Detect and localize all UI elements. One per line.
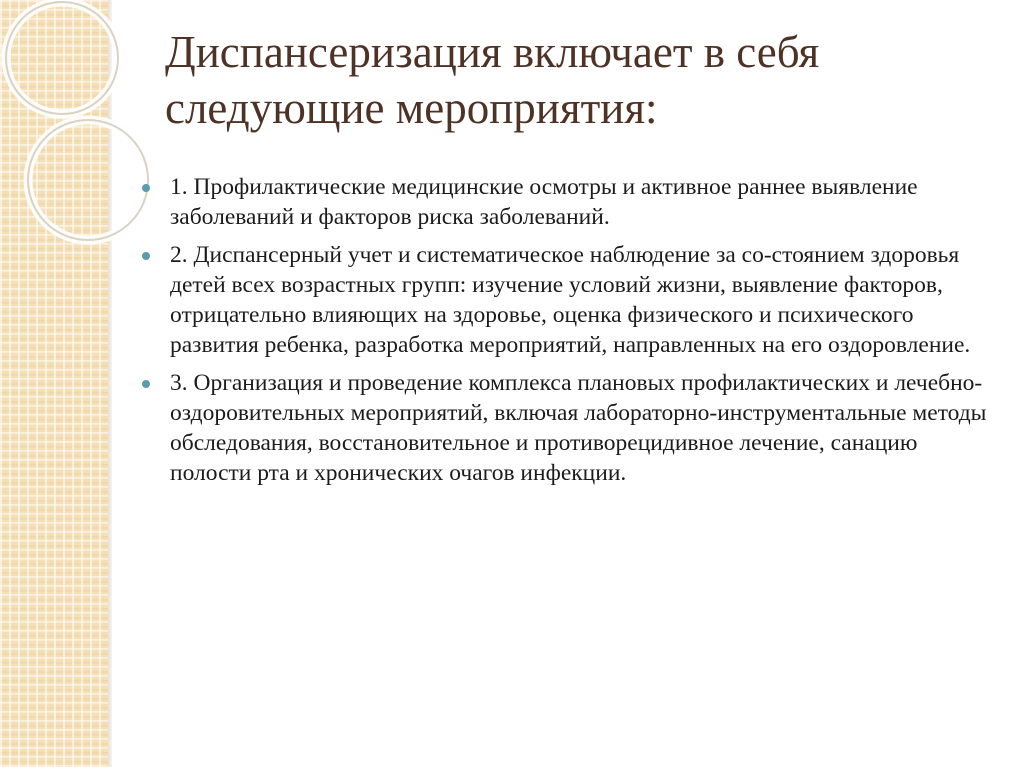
bullet-dot-icon	[142, 380, 150, 388]
bullet-dot-icon	[142, 252, 150, 260]
bullet-text: 1. Профилактические медицинские осмотры и активное раннее выявление заболеваний и факторов риска заболеваний.	[170, 174, 918, 230]
bullet-list	[140, 172, 1000, 496]
decorative-ring-inner	[6, 2, 118, 114]
bullet-item-1	[140, 172, 1000, 232]
bullet-item-2	[140, 240, 1000, 360]
decorative-ring-lower-inner	[28, 120, 148, 240]
bullet-text: 2. Диспансерный учет и систематическое наблюдение за со-стоянием здоровья детей всех возрастных групп: изучение условий жизни, выявление факторов, отрицательно влияющих на здоровье, оценка физического и психического развития ребенка, разработка мероприятий, направленных на его оздоровление.	[170, 242, 971, 358]
bullet-text: 3. Организация и проведение комплекса плановых профилактических и лечебно-оздоровительных мероприятий, включая лабораторно-инструментальные методы обследования, восстановительное и противорецидивное лечение, санацию полости рта и хронических очагов инфекции.	[170, 370, 987, 486]
bullet-dot-icon	[142, 184, 150, 192]
bullet-item-3	[140, 368, 1000, 488]
slide-title: Диспансеризация включает в себя следующие мероприятия:	[165, 27, 820, 133]
